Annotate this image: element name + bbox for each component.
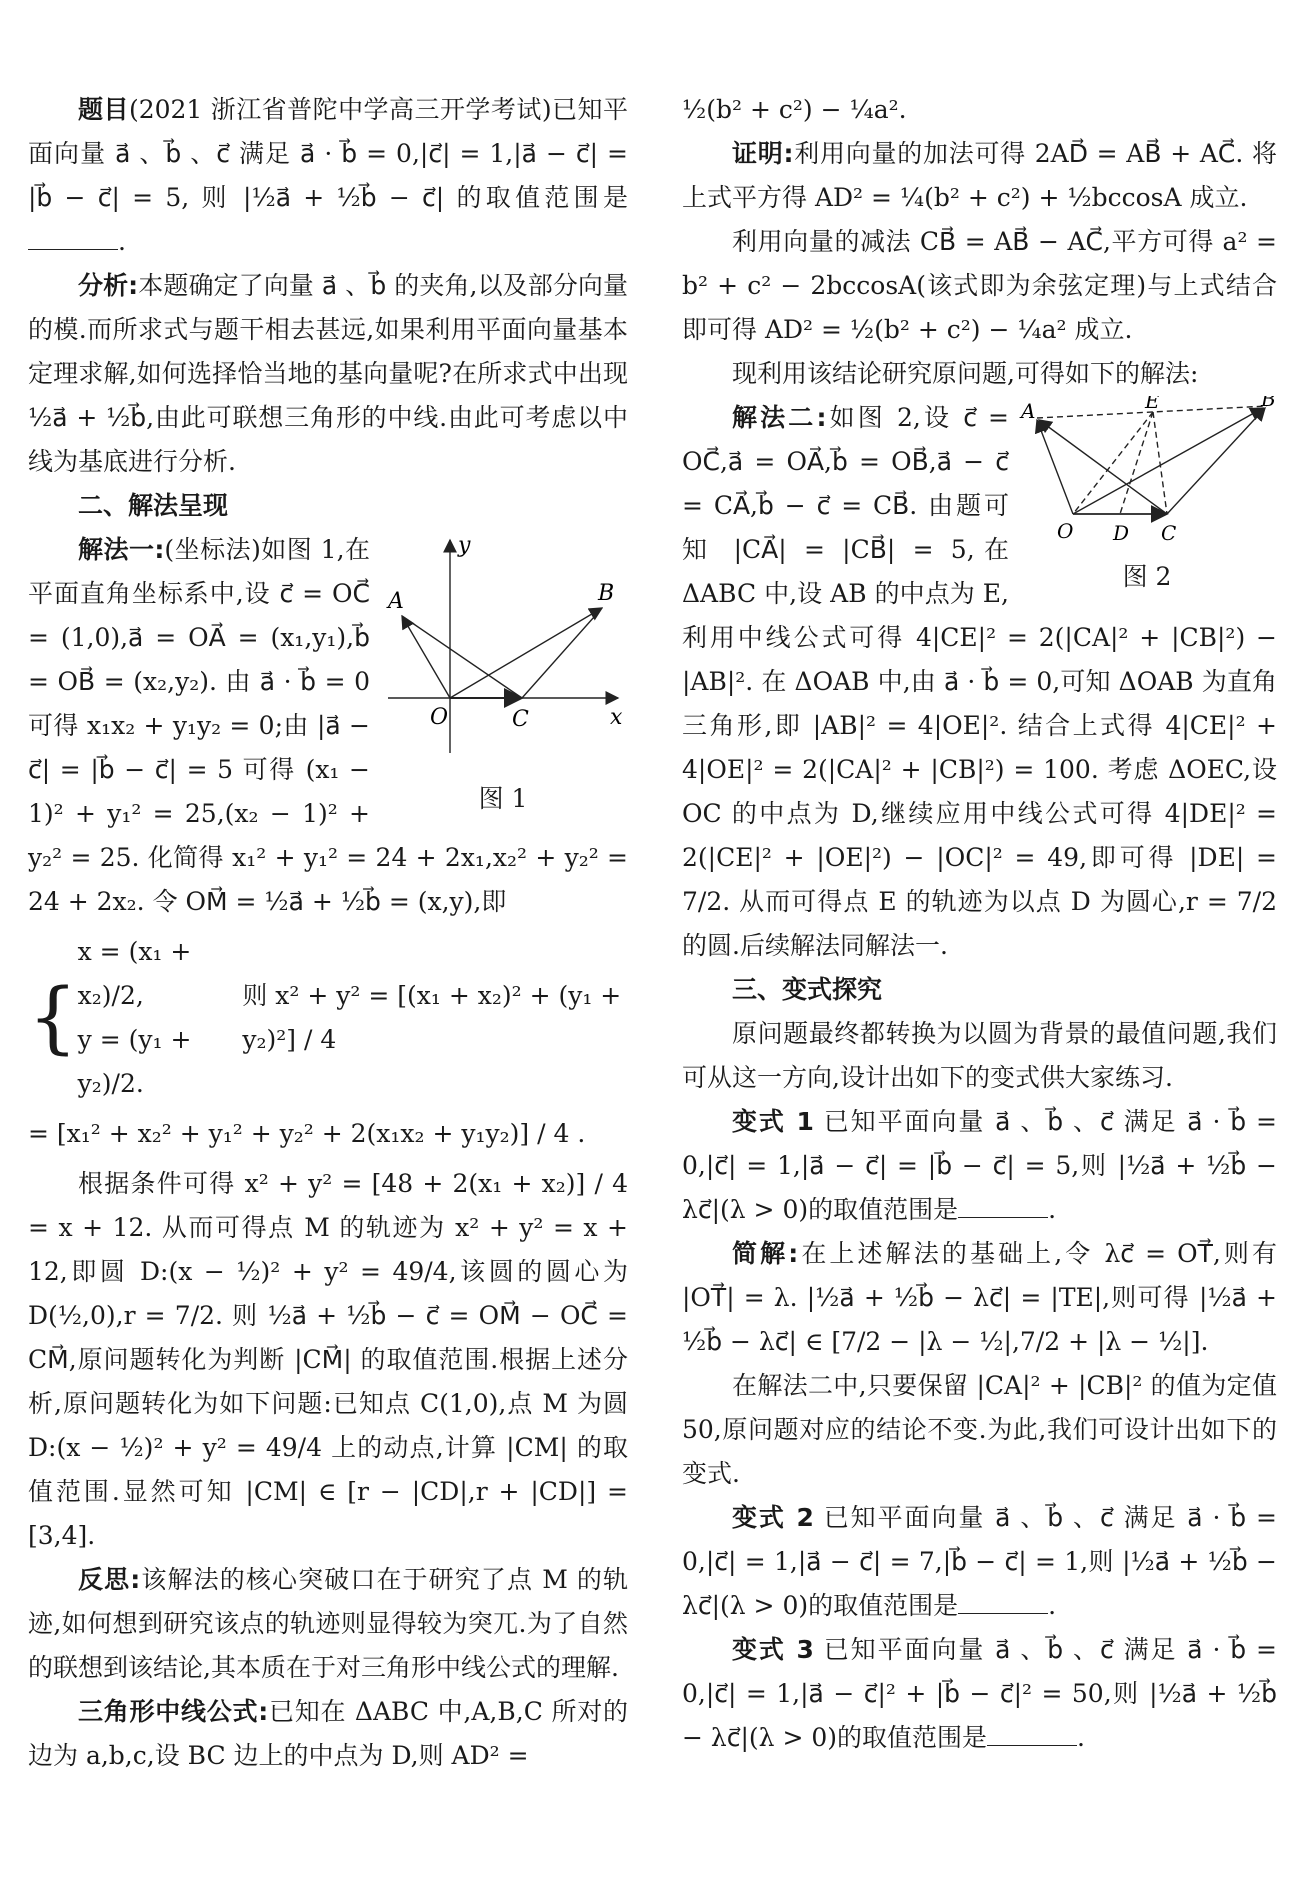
proof-text: 利用向量的加法可得 2AD⃗ = AB⃗ + AC⃗. 将上式平方得 AD² = ¼(b² + c²) + ½bccosA 成立. [682, 139, 1278, 212]
section-heading-2: 二、解法呈现 [78, 491, 229, 520]
vector-cb [1167, 408, 1265, 514]
method1-text: (坐标法)如图 1,在平面直角坐标系中,设 c⃗ = OC⃗ = (1,0),a⃗ = OA⃗ = (x₁,y₁),b⃗ = OB⃗ = (x₂,y₂). 由 a⃗ · b⃗ = 0 可得 x₁x₂ + y₁y₂ = 0;由 |a⃗ − c⃗| = |b⃗ − c⃗| = 5 可得 (x₁ − 1)² + y₁² = 25,(x₂ − 1)² + y₂² = 25. 化简得 x₁² + y₁² = 24 + 2x₁,x₂² + y₂² = 24 + 2x₂. 令 OM⃗ = ½a⃗ + ½b⃗ = (x,y),即 [28, 535, 628, 916]
label-b: B [598, 581, 615, 606]
intro-paragraph: 原问题最终都转换为以圆为背景的最值问题,我们可从这一方向,设计出如下的变式供大家练习. [682, 1019, 1277, 1092]
figure-1-caption: 图 1 [478, 784, 528, 813]
figure-1 [378, 528, 628, 816]
reflection-paragraph [28, 1558, 628, 1690]
method1-label: 解法一: [78, 535, 165, 564]
variant2-text: 已知平面向量 a⃗ 、b⃗ 、c⃗ 满足 a⃗ · b⃗ = 0,|c⃗| = 1,|a⃗ − c⃗| = 7,|b⃗ − c⃗| = 1,则 |½a⃗ + ½b⃗ − λc⃗|(λ > 0)的取值范围是 [682, 1503, 1277, 1620]
label-a: A [1021, 399, 1036, 423]
reflection-label: 反思: [78, 1565, 141, 1594]
system-equations [28, 930, 628, 1106]
vector-ob [450, 608, 602, 698]
expanded-equation: = [x₁² + x₂² + y₁² + y₂² + 2(x₁x₂ + y₁y₂)] / 4 . [28, 1119, 586, 1148]
figure-2 [1017, 396, 1277, 594]
segment-ed [1120, 412, 1153, 514]
keep-paragraph: 在解法二中,只要保留 |CA|² + |CB|² 的值为定值 50,原问题对应的结论不变.为此,我们可设计出如下的变式. [682, 1371, 1277, 1488]
vector-ob [1073, 408, 1263, 514]
analysis-text: 本题确定了向量 a⃗ 、b⃗ 的夹角,以及部分向量的模.而所求式与题干相去甚远,如果利用平面向量基本定理求解,如何选择恰当地的基向量呢?在所求式中出现 ½a⃗ + ½b⃗,由此可联想三角形的中线.由此可考虑以中线为基底进行分析. [28, 271, 629, 476]
figure-2-diagram [1017, 396, 1277, 546]
label-o: O [1057, 519, 1074, 543]
variant3-text: 已知平面向量 a⃗ 、b⃗ 、c⃗ 满足 a⃗ · b⃗ = 0,|c⃗| = 1,|a⃗ − c⃗|² + |b⃗ − c⃗|² = 50,则 |½a⃗ + ½b⃗ − λc⃗|(λ > 0)的取值范围是 [682, 1635, 1277, 1752]
left-brace: { [28, 973, 78, 1063]
segment-ac [402, 616, 522, 698]
median-formula-label: 三角形中线公式: [78, 1697, 269, 1726]
apply-paragraph: 现利用该结论研究原问题,可得如下的解法: [732, 359, 1199, 388]
median-formula-text: 已知在 ΔABC 中,A,B,C 所对的边为 a,b,c,设 BC 边上的中点为 D,则 AD² = [28, 1697, 629, 1770]
vector-oa [1037, 420, 1073, 514]
variant2-label: 变式 2 [732, 1503, 814, 1532]
problem-label: 题目 [78, 95, 129, 124]
analysis-label: 分析: [78, 271, 139, 300]
reflection-text: 该解法的核心突破口在于研究了点 M 的轨迹,如何想到研究该点的轨迹则显得较为突兀.为了自然的联想到该结论,其本质在于对三角形中线公式的理解. [28, 1565, 629, 1682]
proof-label: 证明: [732, 139, 794, 168]
figure-1-diagram [378, 528, 628, 768]
answer-blank[interactable] [28, 227, 118, 250]
variant1-blank[interactable] [958, 1195, 1048, 1218]
variant3-paragraph: 变式 3 已知平面向量 a⃗ 、b⃗ 、c⃗ 满足 a⃗ · b⃗ = 0,|c⃗| = 1,|a⃗ − c⃗|² + |b⃗ − c⃗|² = 50,则 |½a⃗ + ½b⃗ − λc⃗|(λ > 0)的取值范围是 . [682, 1635, 1277, 1752]
label-b: B [1261, 396, 1276, 411]
median-formula-paragraph [28, 1690, 628, 1778]
variant3-blank[interactable] [987, 1723, 1077, 1746]
proof2-paragraph: 利用向量的减法 CB⃗ = AB⃗ − AC⃗,平方可得 a² = b² + c² − 2bccosA(该式即为余弦定理)与上式结合即可得 AD² = ½(b² + c²) − ¼a² 成立. [682, 227, 1277, 344]
derivation-paragraph: 根据条件可得 x² + y² = [48 + 2(x₁ + x₂)] / 4 = x + 12. 从而可得点 M 的轨迹为 x² + y² = x + 12,即圆 D:(x − ½)² + y² = 49/4,该圆的圆心为 D(½,0),r = 7/2. 则 ½a⃗ + ½b⃗ − c⃗ = OM⃗ − OC⃗ = CM⃗,原问题转化为判断 |CM⃗| 的取值范围.根据上述分析,原问题转化为如下问题:已知点 C(1,0),点 M 为圆 D:(x − ½)² + y² = 49/4 上的动点,计算 |CM| 的取值范围.显然可知 |CM| ∈ [r − |CD|,r + |CD|] = [3,4]. [28, 1169, 628, 1550]
system-x: x = (x₁ + x₂)/2, [77, 937, 192, 1010]
variant1-paragraph: 变式 1 已知平面向量 a⃗ 、b⃗ 、c⃗ 满足 a⃗ · b⃗ = 0,|c⃗| = 1,|a⃗ − c⃗| = |b⃗ − c⃗| = 5,则 |½a⃗ + ½b⃗ − λc⃗|(λ > 0)的取值范围是 . [682, 1107, 1277, 1224]
label-e: E [1145, 396, 1160, 413]
vector-oa [402, 616, 450, 698]
brief-paragraph [682, 1232, 1277, 1364]
variant1-text: 已知平面向量 a⃗ 、b⃗ 、c⃗ 满足 a⃗ · b⃗ = 0,|c⃗| = 1,|a⃗ − c⃗| = |b⃗ − c⃗| = 5,则 |½a⃗ + ½b⃗ − λc⃗|(λ > 0)的取值范围是 [682, 1107, 1277, 1224]
label-d: D [1113, 521, 1130, 545]
right-column [682, 88, 1277, 1760]
segment-eo [1073, 412, 1153, 514]
formula-continuation: ½(b² + c²) − ¼a². [682, 95, 907, 124]
label-a: A [388, 589, 404, 614]
system-then: 则 x² + y² = [(x₁ + x₂)² + (y₁ + y₂)²] / 4 [242, 981, 622, 1054]
section-heading-3: 三、变式探究 [732, 975, 883, 1004]
proof-paragraph [682, 132, 1277, 220]
brief-label: 简解: [732, 1239, 799, 1268]
variant2-blank[interactable] [958, 1591, 1048, 1614]
analysis-paragraph [28, 264, 628, 484]
method2-label: 解法二: [732, 403, 827, 432]
label-c: C [1161, 521, 1177, 545]
figure-2-caption: 图 2 [1122, 562, 1172, 591]
label-y: y [458, 533, 471, 558]
method2-text: 如图 2,设 c⃗ = OC⃗,a⃗ = OA⃗,b⃗ = OB⃗,a⃗ − c⃗ = CA⃗,b⃗ − c⃗ = CB⃗. 由题可知 |CA⃗| = |CB⃗| = 5,在 ΔABC 中,设 AB 的中点为 E,利用中线公式可得 4|CE|² = 2(|CA|² + |CB|²) − |AB|². 在 ΔOAB 中,由 a⃗ · b⃗ = 0,可知 ΔOAB 为直角三角形,即 |AB|² = 4|OE|². 结合上式得 4|CE|² + 4|OE|² = 2(|CA|² + |CB|²) = 100. 考虑 ΔOEC,设 OC 的中点为 D,继续应用中线公式可得 4|DE|² = 2(|CE|² + |OE|²) − |OC|² = 49,即可得 |DE| = 7/2. 从而可得点 E 的轨迹为以点 D 为圆心,r = 7/2 的圆.后续解法同解法一. [682, 403, 1277, 960]
label-x: x [610, 705, 623, 730]
variant3-label: 变式 3 [732, 1635, 814, 1664]
problem-paragraph: 题目(2021 浙江省普陀中学高三开学考试)已知平面向量 a⃗ 、b⃗ 、c⃗ 满足 a⃗ · b⃗ = 0,|c⃗| = 1,|a⃗ − c⃗| = |b⃗ − c⃗| = 5, 则 |½a⃗ + ½b⃗ − c⃗| 的取值范围是. [28, 95, 628, 256]
label-c: C [512, 707, 529, 732]
variant2-paragraph: 变式 2 已知平面向量 a⃗ 、b⃗ 、c⃗ 满足 a⃗ · b⃗ = 0,|c⃗| = 1,|a⃗ − c⃗| = 7,|b⃗ − c⃗| = 1,则 |½a⃗ + ½b⃗ − λc⃗|(λ > 0)的取值范围是 . [682, 1503, 1277, 1620]
brief-text: 在上述解法的基础上,令 λc⃗ = OT⃗,则有 |OT⃗| = λ. |½a⃗ + ½b⃗ − λc⃗| = |TE|,则可得 |½a⃗ + ½b⃗ − λc⃗| ∈ [7/2 − |λ − ½|,7/2 + |λ − ½|]. [682, 1239, 1278, 1356]
problem-text: (2021 浙江省普陀中学高三开学考试)已知平面向量 a⃗ 、b⃗ 、c⃗ 满足 a⃗ · b⃗ = 0,|c⃗| = 1,|a⃗ − c⃗| = |b⃗ − c⃗| = 5, 则 |½a⃗ + ½b⃗ − c⃗| 的取值范围是 [28, 95, 628, 212]
label-o: O [430, 705, 449, 730]
vector-ca [1039, 420, 1167, 514]
system-y: y = (y₁ + y₂)/2. [77, 1025, 192, 1098]
segment-bc [522, 608, 602, 698]
left-column [28, 88, 628, 1778]
variant1-label: 变式 1 [732, 1107, 814, 1136]
